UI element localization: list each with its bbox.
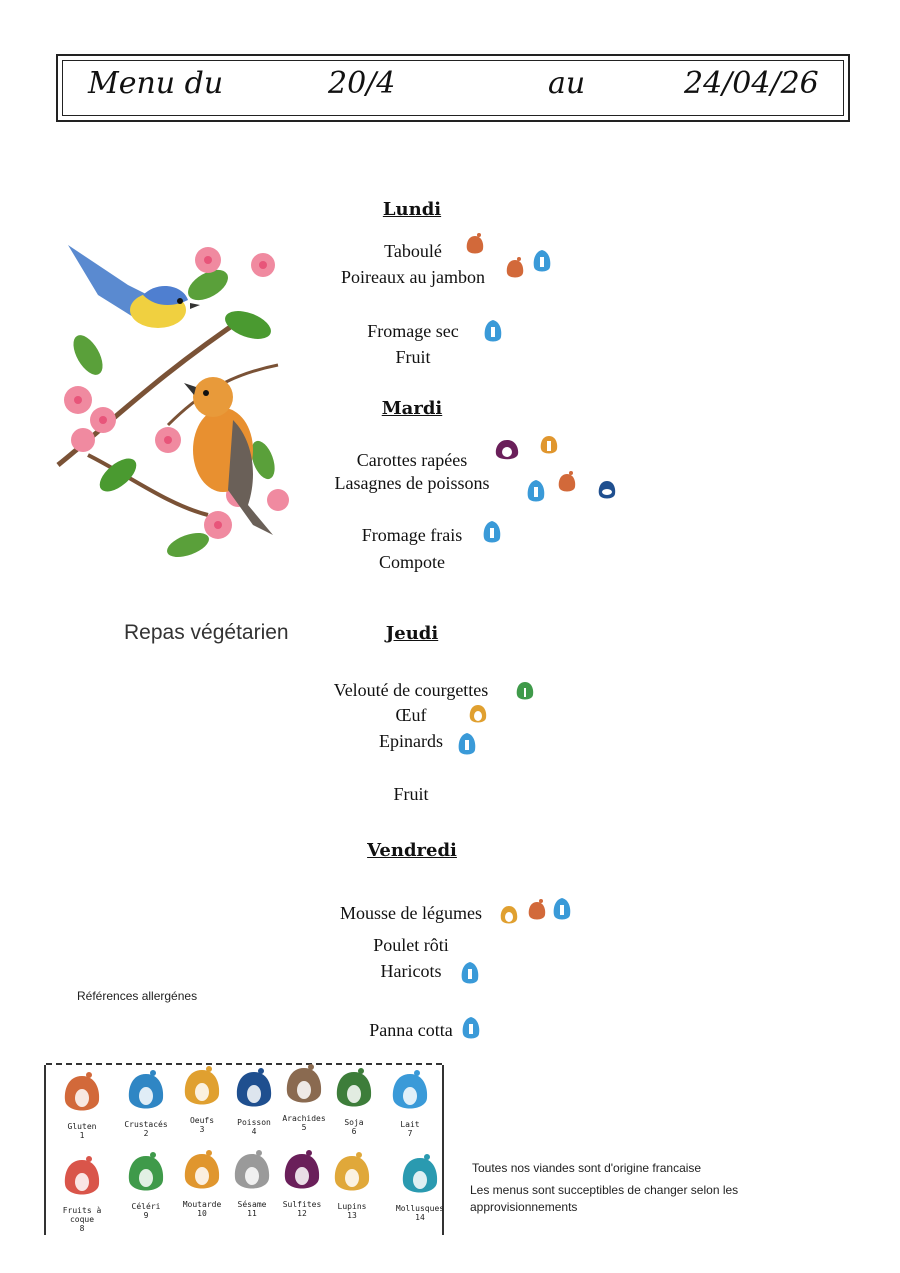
allergen-ref-5 xyxy=(278,1062,330,1132)
allergen-number: 13 xyxy=(347,1211,357,1220)
gluten-icon xyxy=(527,898,547,924)
dish-jeudi-3: Epinards xyxy=(379,731,443,751)
allergen-icon xyxy=(400,1152,440,1200)
allergen-number: 4 xyxy=(251,1127,257,1136)
allergen-number: 9 xyxy=(143,1211,149,1220)
allergen-number: 8 xyxy=(79,1224,85,1233)
gluten-icon xyxy=(505,256,525,282)
allergen-number: 1 xyxy=(79,1131,85,1140)
allergen-ref-14 xyxy=(394,1152,446,1222)
dish-jeudi-2: Œuf xyxy=(395,705,427,725)
allergen-ref-11 xyxy=(226,1148,278,1218)
poisson-icon xyxy=(597,477,617,503)
allergen-ref-9 xyxy=(120,1150,172,1220)
allergen-label: Arachides xyxy=(282,1114,326,1123)
lait-icon xyxy=(482,519,502,545)
allergen-icon xyxy=(182,1148,222,1196)
note-changes-2: approvisionnements xyxy=(470,1200,578,1214)
allergen-icon xyxy=(332,1150,372,1198)
day-title-vendredi: Vendredi xyxy=(367,840,457,861)
allergen-number: 3 xyxy=(199,1125,205,1134)
allergen-ref-10 xyxy=(176,1148,228,1218)
allergen-title: Références allergénes xyxy=(77,989,198,1003)
allergen-icon xyxy=(126,1150,166,1198)
allergen-icon xyxy=(234,1066,274,1114)
day-title-jeudi: Jeudi xyxy=(385,623,439,644)
allergen-icon xyxy=(232,1148,272,1196)
dish-vendredi-4: Panna cotta xyxy=(369,1020,453,1040)
allergen-ref-6 xyxy=(328,1066,380,1136)
dish-vendredi-3: Haricots xyxy=(380,961,442,981)
allergen-icon xyxy=(390,1068,430,1116)
allergen-ref-1 xyxy=(56,1070,108,1140)
allergen-number: 14 xyxy=(415,1213,425,1222)
allergen-icon xyxy=(182,1064,222,1112)
day-title-lundi: Lundi xyxy=(382,199,442,220)
dish-jeudi-1: Velouté de courgettes xyxy=(333,680,489,700)
allergen-number: 10 xyxy=(197,1209,207,1218)
lait-icon xyxy=(532,248,552,274)
dish-vendredi-2: Poulet rôti xyxy=(373,935,449,955)
allergen-label: Fruits à coque xyxy=(62,1206,102,1224)
header-menu-label: Menu du xyxy=(88,66,224,101)
day-title-mardi: Mardi xyxy=(381,398,443,419)
dish-jeudi-4: Fruit xyxy=(393,784,429,804)
allergen-number: 7 xyxy=(407,1129,413,1138)
lait-icon xyxy=(526,478,546,504)
note-origin: Toutes nos viandes sont d'origine francaise xyxy=(472,1161,702,1175)
allergen-label: Mollusques xyxy=(395,1204,445,1213)
allergen-ref-3 xyxy=(176,1064,228,1134)
allergen-number: 5 xyxy=(301,1123,307,1132)
lait-icon xyxy=(461,1015,481,1041)
header-date-from: 20/4 xyxy=(328,66,396,101)
allergen-label: Oeufs xyxy=(189,1116,215,1125)
allergen-label: Soja xyxy=(344,1118,364,1127)
allergen-label: Poisson xyxy=(237,1118,271,1127)
lait-icon xyxy=(552,896,572,922)
allergen-label: Lupins xyxy=(337,1202,367,1211)
lait-icon xyxy=(457,731,477,757)
celeri-icon xyxy=(515,678,535,704)
allergen-label: Gluten xyxy=(67,1122,97,1131)
allergen-ref-8 xyxy=(56,1154,108,1233)
allergen-ref-12 xyxy=(276,1148,328,1218)
allergen-label: Sulfites xyxy=(282,1200,322,1209)
vegetarian-label: Repas végétarien xyxy=(124,621,289,644)
dish-lundi-2: Poireaux au jambon xyxy=(341,267,485,287)
allergen-ref-7 xyxy=(384,1068,436,1138)
allergen-number: 6 xyxy=(351,1127,357,1136)
allergen-number: 2 xyxy=(143,1129,149,1138)
allergen-number: 12 xyxy=(297,1209,307,1218)
gluten-icon xyxy=(465,232,485,258)
dish-mardi-3: Fromage frais xyxy=(361,525,463,545)
allergen-icon xyxy=(62,1070,102,1118)
dish-lundi-1: Taboulé xyxy=(384,241,442,261)
allergen-ref-13 xyxy=(326,1150,378,1220)
allergen-icon xyxy=(62,1154,102,1202)
oeufs-icon xyxy=(468,701,488,727)
allergen-icon xyxy=(126,1068,166,1116)
allergen-ref-2 xyxy=(120,1068,172,1138)
dish-mardi-1: Carottes rapées xyxy=(356,450,468,470)
allergen-label: Crustacés xyxy=(124,1120,168,1129)
dish-vendredi-1: Mousse de légumes xyxy=(340,903,482,923)
allergen-ref-4 xyxy=(228,1066,280,1136)
dish-mardi-2: Lasagnes de poissons xyxy=(334,473,490,493)
dish-lundi-4: Fruit xyxy=(395,347,431,367)
gluten-icon xyxy=(557,470,577,496)
lait-icon xyxy=(460,960,480,986)
menu-header xyxy=(56,54,850,122)
birds-illustration xyxy=(48,225,298,560)
dish-mardi-4: Compote xyxy=(379,552,445,572)
lait-icon xyxy=(483,318,503,344)
allergen-icon xyxy=(282,1148,322,1196)
header-date-to: 24/04/26 xyxy=(684,66,819,101)
allergen-icon xyxy=(284,1062,324,1110)
allergen-label: Sésame xyxy=(237,1200,267,1209)
allergen-label: Céléri xyxy=(131,1202,161,1211)
oeufs-icon xyxy=(499,902,519,928)
moutarde-icon xyxy=(539,432,559,458)
sulfites-icon xyxy=(494,437,520,463)
header-au-label: au xyxy=(548,66,586,101)
allergen-label: Lait xyxy=(400,1120,420,1129)
allergen-label: Moutarde xyxy=(182,1200,222,1209)
legend-top-border xyxy=(46,1063,442,1065)
note-changes-1: Les menus sont succeptibles de changer selon les xyxy=(470,1183,739,1197)
dish-lundi-3: Fromage sec xyxy=(367,321,459,341)
allergen-number: 11 xyxy=(247,1209,257,1218)
allergen-icon xyxy=(334,1066,374,1114)
